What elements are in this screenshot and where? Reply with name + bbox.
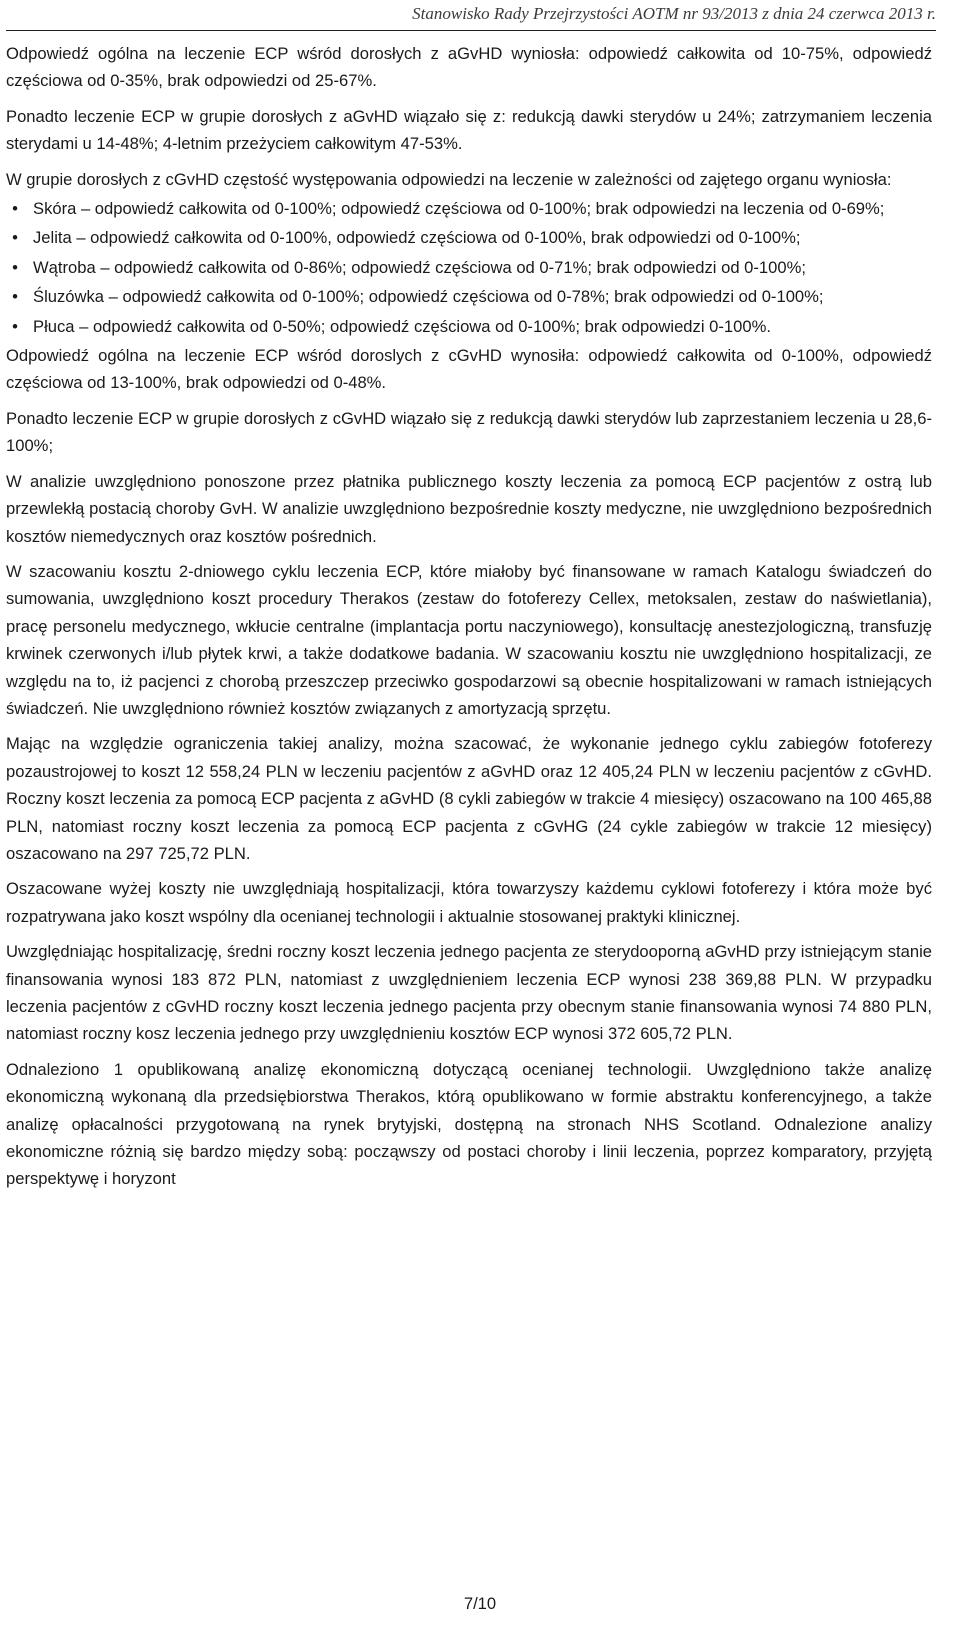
paragraph-economic-analyses: Odnaleziono 1 opublikowaną analizę ekonomiczną dotyczącą ocenianej technologii. Uwzględniono także analizę ekonomiczną wykonaną dla przedsiębiorstwa Therakos, którą opublikowano w formie abstraktu konferencyjnego, a także analizę opłacalności przygotowaną na rynek brytyjski, dostępną na stronach NHS Scotland. Odnalezione analizy ekonomiczne różnią się bardzo między sobą: począwszy od postaci choroby i linii leczenia, poprzez komparatory, przyjętą perspektywę i horyzont: [6, 1059, 932, 1189]
list-item: [6, 254, 932, 281]
list-item: [6, 195, 932, 222]
paragraph-agvhd-overall-response: Odpowiedź ogólna na leczenie ECP wśród dorosłych z aGvHD wyniosła: odpowiedź całkowita od 10-75%, odpowiedź częściowa od 0-35%, brak odpowiedzi od 25-67%.: [6, 44, 932, 91]
organ-response-list: [6, 195, 932, 340]
document-body: [6, 40, 932, 1201]
bullet-icon: •: [12, 228, 18, 248]
bullet-icon: •: [12, 287, 18, 307]
list-item-text: Skóra – odpowiedź całkowita od 0-100%; odpowiedź częściowa od 0-100%; brak odpowiedzi na leczenia od 0-69%;: [33, 199, 885, 219]
list-item-text: Jelita – odpowiedź całkowita od 0-100%, odpowiedź częściowa od 0-100%, brak odpowiedzi od 0-100%;: [33, 228, 801, 248]
paragraph-cgvhd-overall-response: Odpowiedź ogólna na leczenie ECP wśród doroslych z cGvHD wynosiła: odpowiedź całkowita od 0-100%, odpowiedź częściowa od 13-100%, brak odpowiedzi od 0-48%.: [6, 346, 932, 393]
paragraph-cgvhd-intro: W grupie dorosłych z cGvHD częstość występowania odpowiedzi na leczenie w zależności od zajętego organu wyniosła:: [6, 169, 892, 189]
list-item: [6, 313, 932, 340]
paragraph-annual-costs: Uwzględniając hospitalizację, średni roczny koszt leczenia jednego pacjenta ze sterydooporną aGvHD przy istniejącym stanie finansowania wynosi 183 872 PLN, natomiast z uwzględnieniem leczenia ECP wynosi 238 369,88 PLN. W przypadku leczenia pacjentów z cGvHD roczny koszt leczenia jednego pacjenta przy obecnym stanie finansowania wynosi 74 880 PLN, natomiast roczny kosz leczenia jednego przy uwzględnieniu kosztów ECP wynosi 372 605,72 PLN.: [6, 942, 932, 1044]
list-item: [6, 283, 932, 310]
paragraph-cycle-cost-method: W szacowaniu kosztu 2-dniowego cyklu leczenia ECP, które miałoby być finansowane w ramach Katalogu świadczeń do sumowania, uwzględniono koszt procedury Therakos (zestaw do fotoferezy Cellex, metoksalen, zestaw do naświetlania), pracę personelu medycznego, wkłucie centralne (implantacja portu naczyniowego), konsultację anestezjologiczną, transfuzję krwinek czerwonych i/lub płytek krwi, a także dodatkowe badania. W szacowaniu kosztu nie uwzględniono hospitalizacji, ze względu na to, iż pacjenci z chorobą przeszczep przeciwko gospodarzowi są obecnie hospitalizowani w ramach istniejących świadczeń. Nie uwzględniono również kosztów związanych z amortyzacją sprzętu.: [6, 561, 932, 718]
list-item-text: Śluzówka – odpowiedź całkowita od 0-100%; odpowiedź częściowa od 0-78%; brak odpowiedzi od 0-100%;: [33, 287, 824, 307]
list-item: [6, 224, 932, 251]
running-header: Stanowisko Rady Przejrzystości AOTM nr 93/2013 z dnia 24 czerwca 2013 r.: [412, 4, 936, 23]
page-number: 7/10: [463, 1594, 497, 1613]
bullet-icon: •: [12, 316, 18, 336]
header-divider: [6, 30, 936, 31]
paragraph-cost-estimates: Mając na względzie ograniczenia takiej analizy, można szacować, że wykonanie jednego cyklu zabiegów fotoferezy pozaustrojowej to koszt 12 558,24 PLN w leczeniu pacjentów z aGvHD oraz 12 405,24 PLN w leczeniu pacjentów z cGvHD. Roczny koszt leczenia za pomocą ECP pacjenta z aGvHD (8 cykli zabiegów w trakcie 4 miesięcy) oszacowano na 100 465,88 PLN, natomiast roczny koszt leczenia za pomocą ECP pacjenta z cGvHG (24 cykle zabiegów w trakcie 12 miesięcy) oszacowano na 297 725,72 PLN.: [6, 734, 932, 863]
paragraph-cost-scope: W analizie uwzględniono ponoszone przez płatnika publicznego koszty leczenia za pomocą ECP pacjentów z ostrą lub przewlekłą postacią choroby GvH. W analizie uwzględniono bezpośrednie koszty medyczne, nie uwzględniono bezpośrednich kosztów niemedycznych oraz kosztów pośrednich.: [6, 471, 932, 546]
paragraph-agvhd-steroids: Ponadto leczenie ECP w grupie dorosłych z aGvHD wiązało się z: redukcją dawki sterydów u 24%; zatrzymaniem leczenia sterydami u 14-48%; 4-letnim przeżyciem całkowitym 47-53%.: [6, 106, 932, 154]
paragraph-cgvhd-steroids: Ponadto leczenie ECP w grupie dorosłych z cGvHD wiązało się z redukcją dawki sterydów lub zaprzestaniem leczenia u 28,6-100%;: [6, 408, 932, 456]
bullet-icon: •: [12, 257, 18, 277]
list-item-text: Płuca – odpowiedź całkowita od 0-50%; odpowiedź częściowa od 0-100%; brak odpowiedzi 0-100%.: [33, 316, 771, 336]
paragraph-hospitalization-note: Oszacowane wyżej koszty nie uwzględniają hospitalizacji, która towarzyszy każdemu cyklowi fotoferezy i która może być rozpatrywana jako koszt wspólny dla ocenianej technologii i aktualnie stosowanej praktyki klinicznej.: [6, 879, 932, 926]
list-item-text: Wątroba – odpowiedź całkowita od 0-86%; odpowiedź częściowa od 0-71%; brak odpowiedzi od 0-100%;: [33, 257, 806, 277]
bullet-icon: •: [12, 199, 18, 219]
